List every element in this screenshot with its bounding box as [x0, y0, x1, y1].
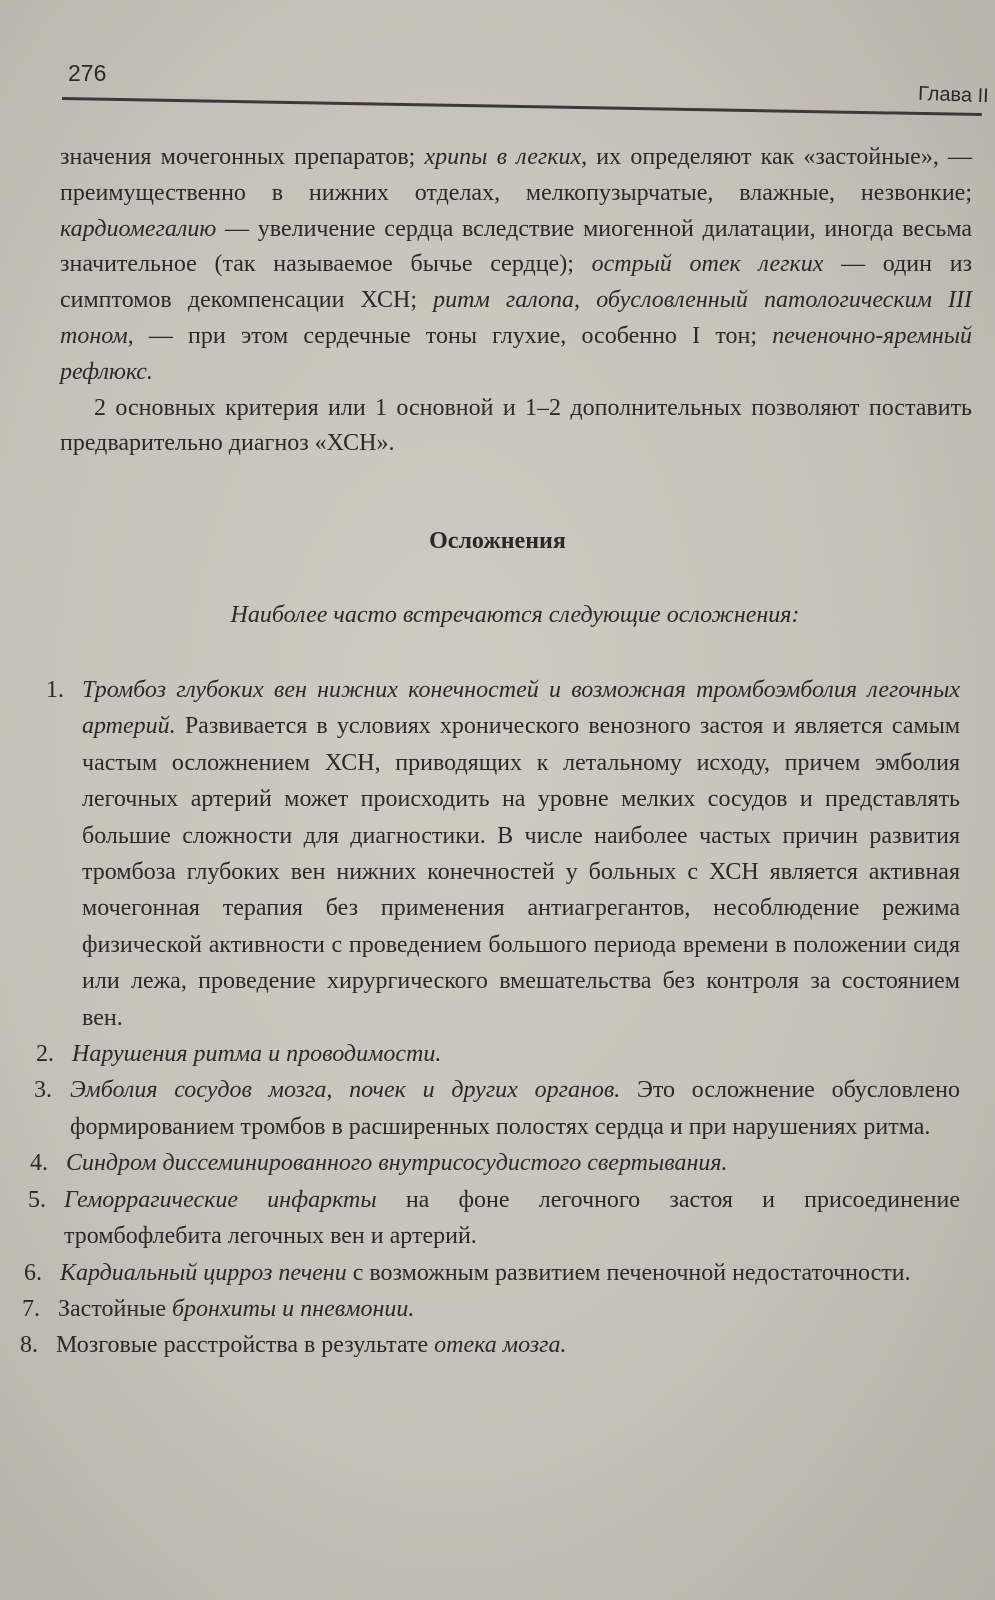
text-run: — один из симптомов декомпенсации ХСН;: [60, 251, 973, 314]
page-number: 276: [68, 60, 107, 86]
italic-term: Нарушения ритма и проводимости.: [72, 1041, 442, 1068]
intro-text: [60, 140, 972, 462]
italic-term: острый отек легких: [591, 251, 824, 278]
header-rule: [62, 97, 982, 116]
list-number: 8.: [20, 1332, 38, 1359]
list-item: [20, 672, 960, 1036]
list-number: 1.: [46, 677, 64, 703]
complications-list: [20, 672, 960, 1364]
text-run: значения мочегонных препаратов;: [60, 144, 425, 170]
italic-term: печеночно-яремный рефлюкс.: [60, 322, 972, 385]
list-number: 5.: [28, 1186, 46, 1213]
item-text: на фоне легочного застоя и присоединение тромбофлебита легочных вен и артерий.: [64, 1186, 960, 1250]
list-number: 2.: [36, 1041, 54, 1068]
italic-term: Геморрагические инфаркты: [64, 1186, 377, 1213]
list-item: [2, 1182, 960, 1255]
italic-term: кардиомегалию: [60, 215, 217, 242]
text-run: — увеличение сердца вследствие миогенной дилатации, иногда весьма значительное (так называемое бычье сердце);: [60, 215, 972, 278]
italic-term: Кардиальный цирроз печени: [60, 1259, 347, 1286]
item-text: Это осложнение обусловлено формированием тромбов в расширенных полостях сердца и при нарушениях ритма.: [70, 1077, 960, 1140]
list-item: [10, 1036, 960, 1072]
italic-term: Синдром диссеминированного внутрисосудистого свертывания.: [66, 1150, 728, 1177]
list-number: 6.: [24, 1259, 42, 1286]
paragraph-symptoms: [60, 140, 972, 391]
item-text: с возможным развитием печеночной недостаточности.: [346, 1259, 911, 1286]
list-item: [0, 1255, 960, 1291]
item-text: Мозговые расстройства в результате: [56, 1332, 435, 1359]
item-text: Развивается в условиях хронического венозного застоя и является самым частым осложнением ХСН, приводящих к летальному исходу, причем эмболия легочных артерий может происходить на уровне мелких сосудов и представлять большие сложности для диагностики. В числе наиболее частых причин развития тромбоза глубоких вен нижних конечностей у больных с ХСН является активная мочегонная терапия без применения антиагрегантов, несоблюдение режима физической активности с проведением большого периода времени в положении сидя или лежа, проведение хирургического вмешательства без контроля за состоянием вен.: [82, 713, 960, 1031]
section-heading: Осложнения: [429, 528, 566, 554]
italic-term: отека мозга.: [434, 1332, 567, 1359]
text-run: их определяют как «застойные», — преимущественно в нижних отделах, мелкопузырчатые, влажные, незвонкие;: [60, 144, 973, 206]
list-number: 3.: [34, 1077, 52, 1104]
list-number: 4.: [30, 1150, 48, 1177]
item-text: Застойные: [58, 1295, 172, 1322]
list-item: [8, 1072, 960, 1145]
list-item: [4, 1145, 960, 1181]
italic-term: бронхиты и пневмонии.: [171, 1295, 415, 1322]
paragraph-criteria: 2 основных критерия или 1 основной и 1–2 дополнительных позволяют поставить предварительно диагноз «ХСН».: [60, 394, 972, 457]
italic-term: Эмболия сосудов мозга, почек и других органов.: [70, 1077, 621, 1104]
list-item: [0, 1327, 960, 1363]
section-intro: Наиболее часто встречаются следующие осложнения:: [230, 602, 800, 628]
italic-term: Тромбоз глубоких вен нижних конечностей и возможная тромбоэмболия легочных артерий.: [82, 677, 960, 740]
italic-term: ритм галопа, обусловленный патологическим III тоном,: [60, 287, 973, 349]
text-run: — при этом сердечные тоны глухие, особенно I тон;: [133, 322, 773, 349]
italic-term: хрипы в легких,: [424, 144, 588, 170]
list-item: [0, 1291, 960, 1327]
list-number: 7.: [22, 1295, 40, 1322]
chapter-label: Глава II: [917, 82, 990, 108]
